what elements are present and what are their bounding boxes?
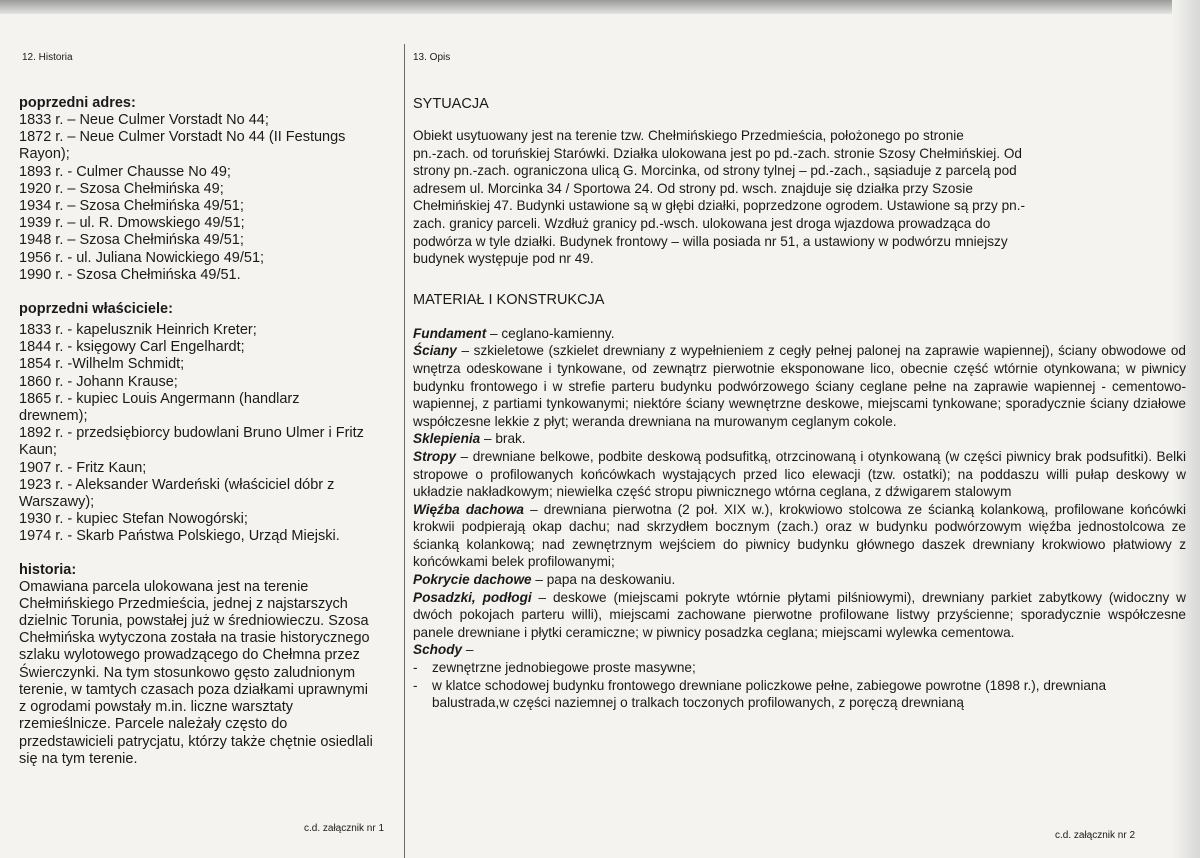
schody-item-text: zewnętrzne jednobiegowe proste masywne; (432, 660, 696, 676)
history-line: szlaku wylotowego prowadzącego do Chełmna przez (19, 647, 360, 664)
history-line: dzielnic Torunia, powstałej już w średniowieczu. Szosa (19, 613, 369, 630)
owner-line: 1930 r. - kupiec Stefan Nowogórski; (19, 511, 248, 528)
stropy-text: – drewniane belkowe, podbite deskową podsufitką, otrzcinowaną i otynkowaną (w części piwnicy brak podsufitki). Belki stropowe o profilowanych końcówkach wystających przed lico elewacji (tzw. ostatki); na poddaszu willi pułap deskowy w układzie nakładkowym; niewielka część stropu piwnicznego wtórna ceglana, z dźwigarem stalowym (413, 448, 1186, 500)
sciany-paragraph (413, 342, 1186, 430)
previous-address-title: poprzedni adres: (19, 95, 136, 111)
owner-line: 1923 r. - Aleksander Wardeński (właściciel dóbr z (19, 476, 335, 493)
address-line: 1956 r. - ul. Juliana Nowickiego 49/51; (19, 249, 265, 266)
previous-address-list (19, 112, 399, 284)
owner-line: 1844 r. - księgowy Carl Engelhardt; (19, 339, 245, 356)
material-title: MATERIAŁ I KONSTRUKCJA (413, 291, 605, 308)
owner-line: 1854 r. -Wilhelm Schmidt; (19, 356, 185, 373)
address-line: 1939 r. – ul. R. Dmowskiego 49/51; (19, 215, 245, 232)
address-line: 1934 r. – Szosa Chełmińska 49/51; (19, 198, 244, 215)
history-line: Chełmińskiego Przedmieścia, jednej z najstarszych (19, 595, 348, 612)
description-column (413, 44, 1186, 712)
history-column (19, 44, 399, 768)
situation-line: pn.-zach. od toruńskiej Starówki. Działka ulokowana jest po pd.-zach. stronie Szosy Chełmińskiej. Od (413, 145, 1022, 161)
stropy-paragraph (413, 448, 1186, 501)
previous-owners-list (19, 322, 399, 546)
fundament-paragraph (413, 325, 1186, 343)
pokrycie-label: Pokrycie dachowe (413, 572, 532, 588)
sciany-label: Ściany (413, 343, 457, 359)
situation-line: adresem ul. Morcinka 34 / Sportowa 24. Od strony pd. wsch. znajduje się działka przy Szosie (413, 180, 973, 196)
schody-label: Schody (413, 642, 463, 658)
history-line: terenie, w tamtych czasach poza działkami uprawnymi (19, 681, 368, 698)
column-divider (404, 44, 405, 858)
address-line: 1920 r. – Szosa Chełmińska 49; (19, 180, 224, 197)
wiezba-label: Więźba dachowa (413, 501, 524, 517)
previous-owners-block (19, 301, 399, 546)
sklepienia-text: – brak. (480, 431, 526, 447)
history-line: Świerczynki. Na tym stosunkowo gęsto zaludnionym (19, 664, 356, 681)
schody-paragraph (413, 641, 1186, 659)
owner-line: 1892 r. - przedsiębiorcy budowlani Bruno Ulmer i Fritz (19, 425, 364, 442)
posadzki-label: Posadzki, podłogi (413, 589, 532, 605)
pokrycie-text: – papa na deskowaniu. (531, 572, 676, 588)
address-line: 1872 r. – Neue Culmer Vorstadt No 44 (II Festungs (19, 129, 346, 146)
posadzki-paragraph (413, 589, 1186, 642)
wiezba-paragraph (413, 501, 1186, 571)
history-line: Chełmińska wytyczona została na trasie historycznego (19, 630, 370, 647)
owner-line: 1907 r. - Fritz Kaun; (19, 459, 147, 476)
schody-text: – (462, 642, 474, 658)
history-text (19, 579, 399, 768)
owner-line: Kaun; (19, 442, 57, 459)
pokrycie-paragraph (413, 571, 1186, 589)
sklepienia-label: Sklepienia (413, 431, 481, 447)
situation-title: SYTUACJA (413, 96, 489, 112)
situation-line: strony pn.-zach. ograniczona ulicą G. Morcinka, od strony tylnej – pd.-zach., sąsiaduje z parcelą pod (413, 163, 1017, 179)
history-block (19, 562, 399, 768)
stropy-label: Stropy (413, 448, 457, 464)
sciany-text: – szkieletowe (szkielet drewniany z wypełnieniem z cegły pełnej palonej na zaprawie wapiennej), ściany obwodowe od wnętrza odeskowane i tynkowane, od zewnątrz pierwotnie eksponowane lico, obecnie część wtórnie otynkowana; w piwnicy budynku frontowego i w strefie parteru budynku podwórzowego ściany ceglane pełne na zaprawie wapiennej - cementowo-wapiennej, z partiami tynkowanymi; niektóre ściany wewnętrzne deskowe, miejscami tynkowane; sporadycznie ściany działowe współczesne lekkie z płyt; weranda drewniana na murowanym ceglanym cokole. (413, 343, 1186, 429)
posadzki-text: – deskowe (miejscami pokryte wtórnie płytami pilśniowymi), drewniany parkiet zabytkowy (widoczny w dwóch pokojach parteru willi), miejscami zachowane pierwotne profilowane listwy przyścienne; sporadycznie współczesne panele drewniane i płytki ceramiczne; w piwnicy posadzka ceglana; miejscami wylewka cementowa. (413, 589, 1186, 640)
owner-line: drewnem); (19, 408, 88, 425)
situation-line: Obiekt usytuowany jest na terenie tzw. Chełmińskiego Przedmieścia, położonego po stronie (413, 128, 964, 143)
sklepienia-paragraph (413, 430, 1186, 448)
previous-address-block (19, 95, 399, 284)
fundament-text: – ceglano-kamienny. (486, 325, 615, 341)
previous-owners-title: poprzedni właściciele: (19, 301, 173, 318)
history-line: rzemieślnicze. Parcele należały często do (19, 716, 288, 733)
address-line: 1990 r. - Szosa Chełmińska 49/51. (19, 266, 241, 283)
situation-text (413, 127, 1186, 268)
schody-list-item (413, 659, 1186, 677)
address-line: 1833 r. – Neue Culmer Vorstadt No 44; (19, 112, 269, 128)
owner-line: 1865 r. - kupiec Louis Angermann (handlarz (19, 390, 300, 407)
history-title: historia: (19, 561, 77, 578)
wiezba-text: – drewniana pierwotna (2 poł. XIX w.), krokwiowo stolcowa ze ścianką kolankową, profilowane końcówki krokwii podpierają okap dachu; nad skrzydłem bocznym (zach.) oraz w budynku podwórzowym więźba jednostolcowa ze ścianką kolankową; nad zewnętrznym wejściem do piwnicy budynku głównego daszek drewniany krokwiowo płatwiowy z końcówkami belek profilowanymi; (413, 501, 1186, 570)
list-dash: - (413, 677, 418, 693)
history-line: przedstawicieli patrycjatu, którzy także chętnie osiedlali (19, 733, 373, 750)
owner-line: 1974 r. - Skarb Państwa Polskiego, Urząd Miejski. (19, 528, 340, 545)
owner-line: 1833 r. - kapelusznik Heinrich Kreter; (19, 322, 257, 339)
section-heading-opis: 13. Opis (413, 52, 451, 63)
history-line: z ogrodami powstały m.in. liczne warsztaty (19, 699, 293, 716)
address-line: Rayon); (19, 146, 70, 163)
material-text (413, 325, 1186, 712)
schody-item-text: w klatce schodowej budynku frontowego drewniane policzkowe pełne, zabiegowe powrotne (1898 r.), drewniana balustrada,w części naziemnej o tralkach toczonych profilowanych, z poręczą drewnianą (432, 677, 1107, 711)
history-line: Omawiana parcela ulokowana jest na terenie (19, 578, 309, 595)
owner-line: 1860 r. - Johann Krause; (19, 373, 178, 390)
continuation-note-left: c.d. załącznik nr 1 (304, 823, 385, 834)
list-dash: - (413, 660, 418, 676)
schody-list-item (413, 677, 1186, 712)
address-line: 1893 r. - Culmer Chausse No 49; (19, 163, 231, 180)
fundament-label: Fundament (413, 325, 487, 341)
situation-line: Chełmińskiej 47. Budynki ustawione są w głębi działki, poprzedzone ogrodem. Ustawione są przy pn.- (413, 198, 1026, 214)
continuation-note-right: c.d. załącznik nr 2 (1055, 830, 1136, 841)
situation-line: podwórza w tyle działki. Budynek frontowy – willa posiada nr 51, a ustawiony w podwórzu mniejszy (413, 233, 1008, 249)
address-line: 1948 r. – Szosa Chełmińska 49/51; (19, 232, 244, 249)
owner-line: Warszawy); (19, 494, 95, 511)
situation-line: budynek występuje pod nr 49. (413, 251, 594, 267)
situation-line: zach. granicy parceli. Wzdłuż granicy pd.-wsch. ulokowana jest droga wjazdowa prowadząca do (413, 215, 991, 231)
scan-top-edge (0, 0, 1200, 14)
section-heading-historia: 12. Historia (22, 52, 73, 63)
history-line: się na tym terenie. (19, 750, 138, 767)
